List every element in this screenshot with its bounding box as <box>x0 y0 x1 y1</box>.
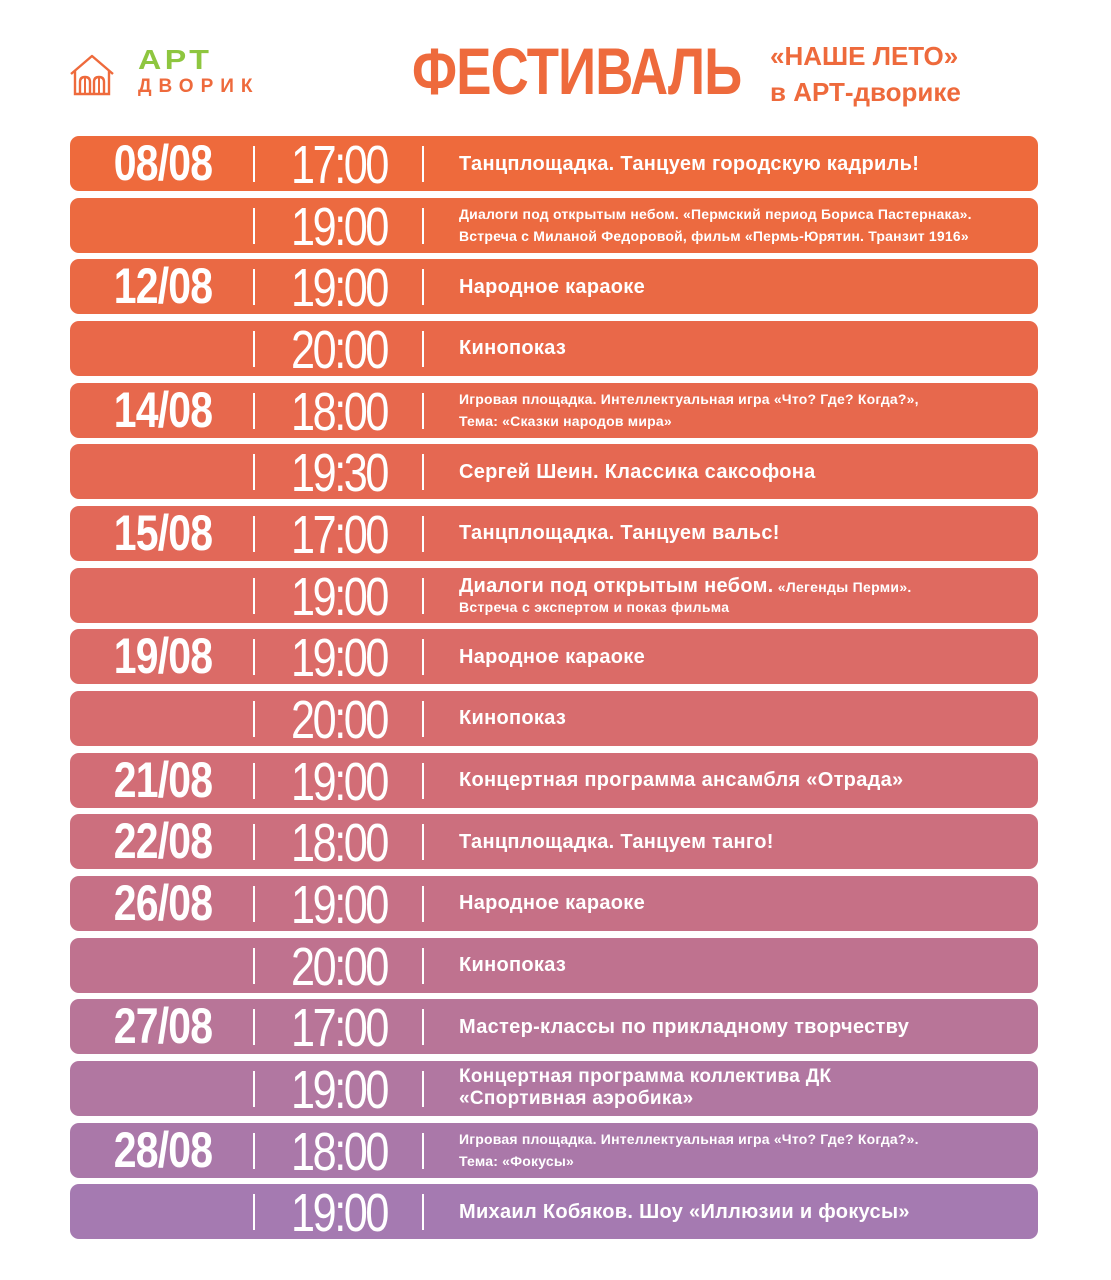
event-line-1: Мастер-классы по прикладному творчеству <box>459 1015 910 1038</box>
column-divider <box>253 578 255 614</box>
event-date: 19/08 <box>113 629 213 685</box>
event-description <box>459 506 1029 561</box>
event-time: 17:00 <box>290 999 388 1055</box>
column-divider <box>422 331 424 367</box>
festival-title: ФЕСТИВАЛЬ <box>412 34 742 108</box>
schedule-row <box>70 1123 1038 1178</box>
event-text <box>459 521 780 545</box>
event-line-1: Народное караоке <box>459 275 646 298</box>
column-divider <box>253 948 255 984</box>
event-time: 19:30 <box>290 444 388 500</box>
event-description <box>459 568 1029 623</box>
event-date: 22/08 <box>113 814 213 870</box>
column-divider <box>253 701 255 737</box>
schedule-row <box>70 136 1038 191</box>
event-description <box>459 1061 1029 1116</box>
event-date <box>87 1184 240 1239</box>
event-line-1: Концертная программа ансамбля «Отрада» <box>459 769 904 792</box>
event-description <box>459 691 1029 746</box>
event-date <box>87 691 240 746</box>
event-text <box>459 1200 910 1224</box>
column-divider <box>422 639 424 675</box>
logo-word-dvorik: ДВОРИК <box>138 76 260 97</box>
event-time: 19:00 <box>290 1184 388 1240</box>
column-divider <box>422 763 424 799</box>
column-divider <box>253 639 255 675</box>
event-description <box>459 1184 1029 1239</box>
column-divider <box>253 763 255 799</box>
event-time: 19:00 <box>290 752 388 808</box>
event-text <box>459 768 903 792</box>
column-divider <box>422 948 424 984</box>
event-line-1: Танцплощадка. Танцуем танго! <box>459 830 774 853</box>
event-time: 19:00 <box>290 1060 388 1116</box>
event-date: 08/08 <box>113 136 213 191</box>
schedule-row <box>70 259 1038 314</box>
event-line-1: Игровая площадка. Интеллектуальная игра «Что? Где? Когда?». <box>459 1131 919 1147</box>
event-time: 19:00 <box>290 197 388 253</box>
event-description <box>459 383 1029 438</box>
event-description <box>459 876 1029 931</box>
event-description <box>459 136 1029 191</box>
event-text <box>459 152 919 176</box>
event-line-2: Встреча с Миланой Федоровой, фильм «Пермь-Юрятин. Транзит 1916» <box>459 228 969 245</box>
schedule-row <box>70 753 1038 808</box>
schedule-row <box>70 814 1038 869</box>
event-date: 21/08 <box>113 752 213 808</box>
column-divider <box>422 886 424 922</box>
event-text <box>459 275 645 299</box>
event-time: 19:00 <box>290 567 388 623</box>
event-line-1: Концертная программа коллектива ДК <box>459 1066 832 1088</box>
event-time: 19:00 <box>290 629 388 685</box>
column-divider <box>253 1071 255 1107</box>
event-date <box>87 198 240 253</box>
subtitle-line-2: в АРТ-дворике <box>770 77 961 107</box>
column-divider <box>253 331 255 367</box>
event-text <box>459 953 566 977</box>
schedule-row <box>70 321 1038 376</box>
column-divider <box>422 146 424 182</box>
column-divider <box>253 1009 255 1045</box>
event-time: 18:00 <box>290 382 388 438</box>
event-date: 12/08 <box>113 259 213 315</box>
logo-text <box>138 46 260 98</box>
schedule-row <box>70 198 1038 253</box>
event-date: 14/08 <box>113 382 213 438</box>
column-divider <box>253 824 255 860</box>
event-line-1: Кинопоказ <box>459 707 567 730</box>
schedule-row <box>70 1184 1038 1239</box>
column-divider <box>422 269 424 305</box>
column-divider <box>422 454 424 490</box>
header <box>0 0 1111 130</box>
column-divider <box>253 886 255 922</box>
event-text <box>459 891 645 915</box>
column-divider <box>422 1133 424 1169</box>
event-line-2: Тема: «Сказки народов мира» <box>459 413 672 430</box>
event-text <box>459 1130 919 1170</box>
event-line-1-main: Диалоги под открытым небом. <box>459 574 774 597</box>
column-divider <box>422 1194 424 1230</box>
event-date: 28/08 <box>113 1122 213 1178</box>
event-time: 20:00 <box>290 937 388 993</box>
column-divider <box>422 1009 424 1045</box>
schedule-row <box>70 629 1038 684</box>
event-line-1: Сергей Шеин. Классика саксофона <box>459 460 816 483</box>
column-divider <box>253 269 255 305</box>
event-description <box>459 321 1029 376</box>
event-time: 18:00 <box>290 1122 388 1178</box>
event-description <box>459 444 1029 499</box>
column-divider <box>422 208 424 244</box>
schedule-row <box>70 938 1038 993</box>
schedule-row <box>70 1061 1038 1116</box>
event-description <box>459 999 1029 1054</box>
column-divider <box>422 578 424 614</box>
event-line-1: Народное караоке <box>459 892 646 915</box>
event-description <box>459 753 1029 808</box>
schedule-list <box>70 136 1038 1246</box>
event-time: 19:00 <box>290 259 388 315</box>
event-text <box>459 706 566 730</box>
column-divider <box>253 516 255 552</box>
column-divider <box>422 1071 424 1107</box>
schedule-row <box>70 383 1038 438</box>
event-date <box>87 444 240 499</box>
event-text <box>459 390 919 430</box>
event-line-1: Народное караоке <box>459 645 646 668</box>
event-date <box>87 1061 240 1116</box>
event-date <box>87 321 240 376</box>
event-line-1: Кинопоказ <box>459 337 567 360</box>
column-divider <box>422 824 424 860</box>
event-description <box>459 938 1029 993</box>
event-line-2: Тема: «Фокусы» <box>459 1153 575 1169</box>
column-divider <box>253 1133 255 1169</box>
event-line-2: Встреча с экспертом и показ фильма <box>459 598 730 615</box>
event-text <box>459 205 972 245</box>
column-divider <box>253 146 255 182</box>
event-description <box>459 814 1029 869</box>
event-date: 26/08 <box>113 875 213 931</box>
schedule-row <box>70 568 1038 623</box>
event-line-2: «Спортивная аэробика» <box>459 1088 694 1110</box>
event-line-1: Диалоги под открытым небом. «Пермский период Бориса Пастернака». <box>459 206 972 223</box>
event-line-1: Михаил Кобяков. Шоу «Иллюзии и фокусы» <box>459 1200 910 1223</box>
event-text <box>459 1066 831 1110</box>
schedule-row <box>70 876 1038 931</box>
event-line-1: Кинопоказ <box>459 954 567 977</box>
event-time: 20:00 <box>290 690 388 746</box>
event-text <box>459 575 912 616</box>
column-divider <box>422 516 424 552</box>
event-date <box>87 938 240 993</box>
event-date: 27/08 <box>113 999 213 1055</box>
event-text <box>459 460 816 484</box>
logo-word-art: АРТ <box>138 44 213 75</box>
event-date <box>87 568 240 623</box>
schedule-row <box>70 506 1038 561</box>
event-time: 17:00 <box>290 136 388 191</box>
schedule-row <box>70 444 1038 499</box>
event-text <box>459 1015 909 1039</box>
schedule-row <box>70 999 1038 1054</box>
column-divider <box>253 393 255 429</box>
schedule-row <box>70 691 1038 746</box>
subtitle-line-1: «НАШЕ ЛЕТО» <box>770 41 959 71</box>
event-line-1: Танцплощадка. Танцуем городскую кадриль! <box>459 152 920 175</box>
event-text <box>459 645 645 669</box>
column-divider <box>422 393 424 429</box>
event-time: 20:00 <box>290 320 388 376</box>
event-line-1: Танцплощадка. Танцуем вальс! <box>459 522 780 545</box>
column-divider <box>422 701 424 737</box>
house-icon <box>68 52 116 98</box>
event-text <box>459 336 566 360</box>
art-dvorik-logo <box>68 46 258 102</box>
event-line-1-sub: «Легенды Перми». <box>773 578 912 595</box>
festival-subtitle <box>770 38 1030 110</box>
event-text <box>459 830 774 854</box>
column-divider <box>253 208 255 244</box>
event-date: 15/08 <box>113 505 213 561</box>
event-time: 17:00 <box>290 505 388 561</box>
event-description <box>459 629 1029 684</box>
event-description <box>459 198 1029 253</box>
event-time: 19:00 <box>290 875 388 931</box>
column-divider <box>253 1194 255 1230</box>
column-divider <box>253 454 255 490</box>
event-description <box>459 259 1029 314</box>
event-line-1: Игровая площадка. Интеллектуальная игра «Что? Где? Когда?», <box>459 391 919 408</box>
event-time: 18:00 <box>290 814 388 870</box>
event-description <box>459 1123 1029 1178</box>
